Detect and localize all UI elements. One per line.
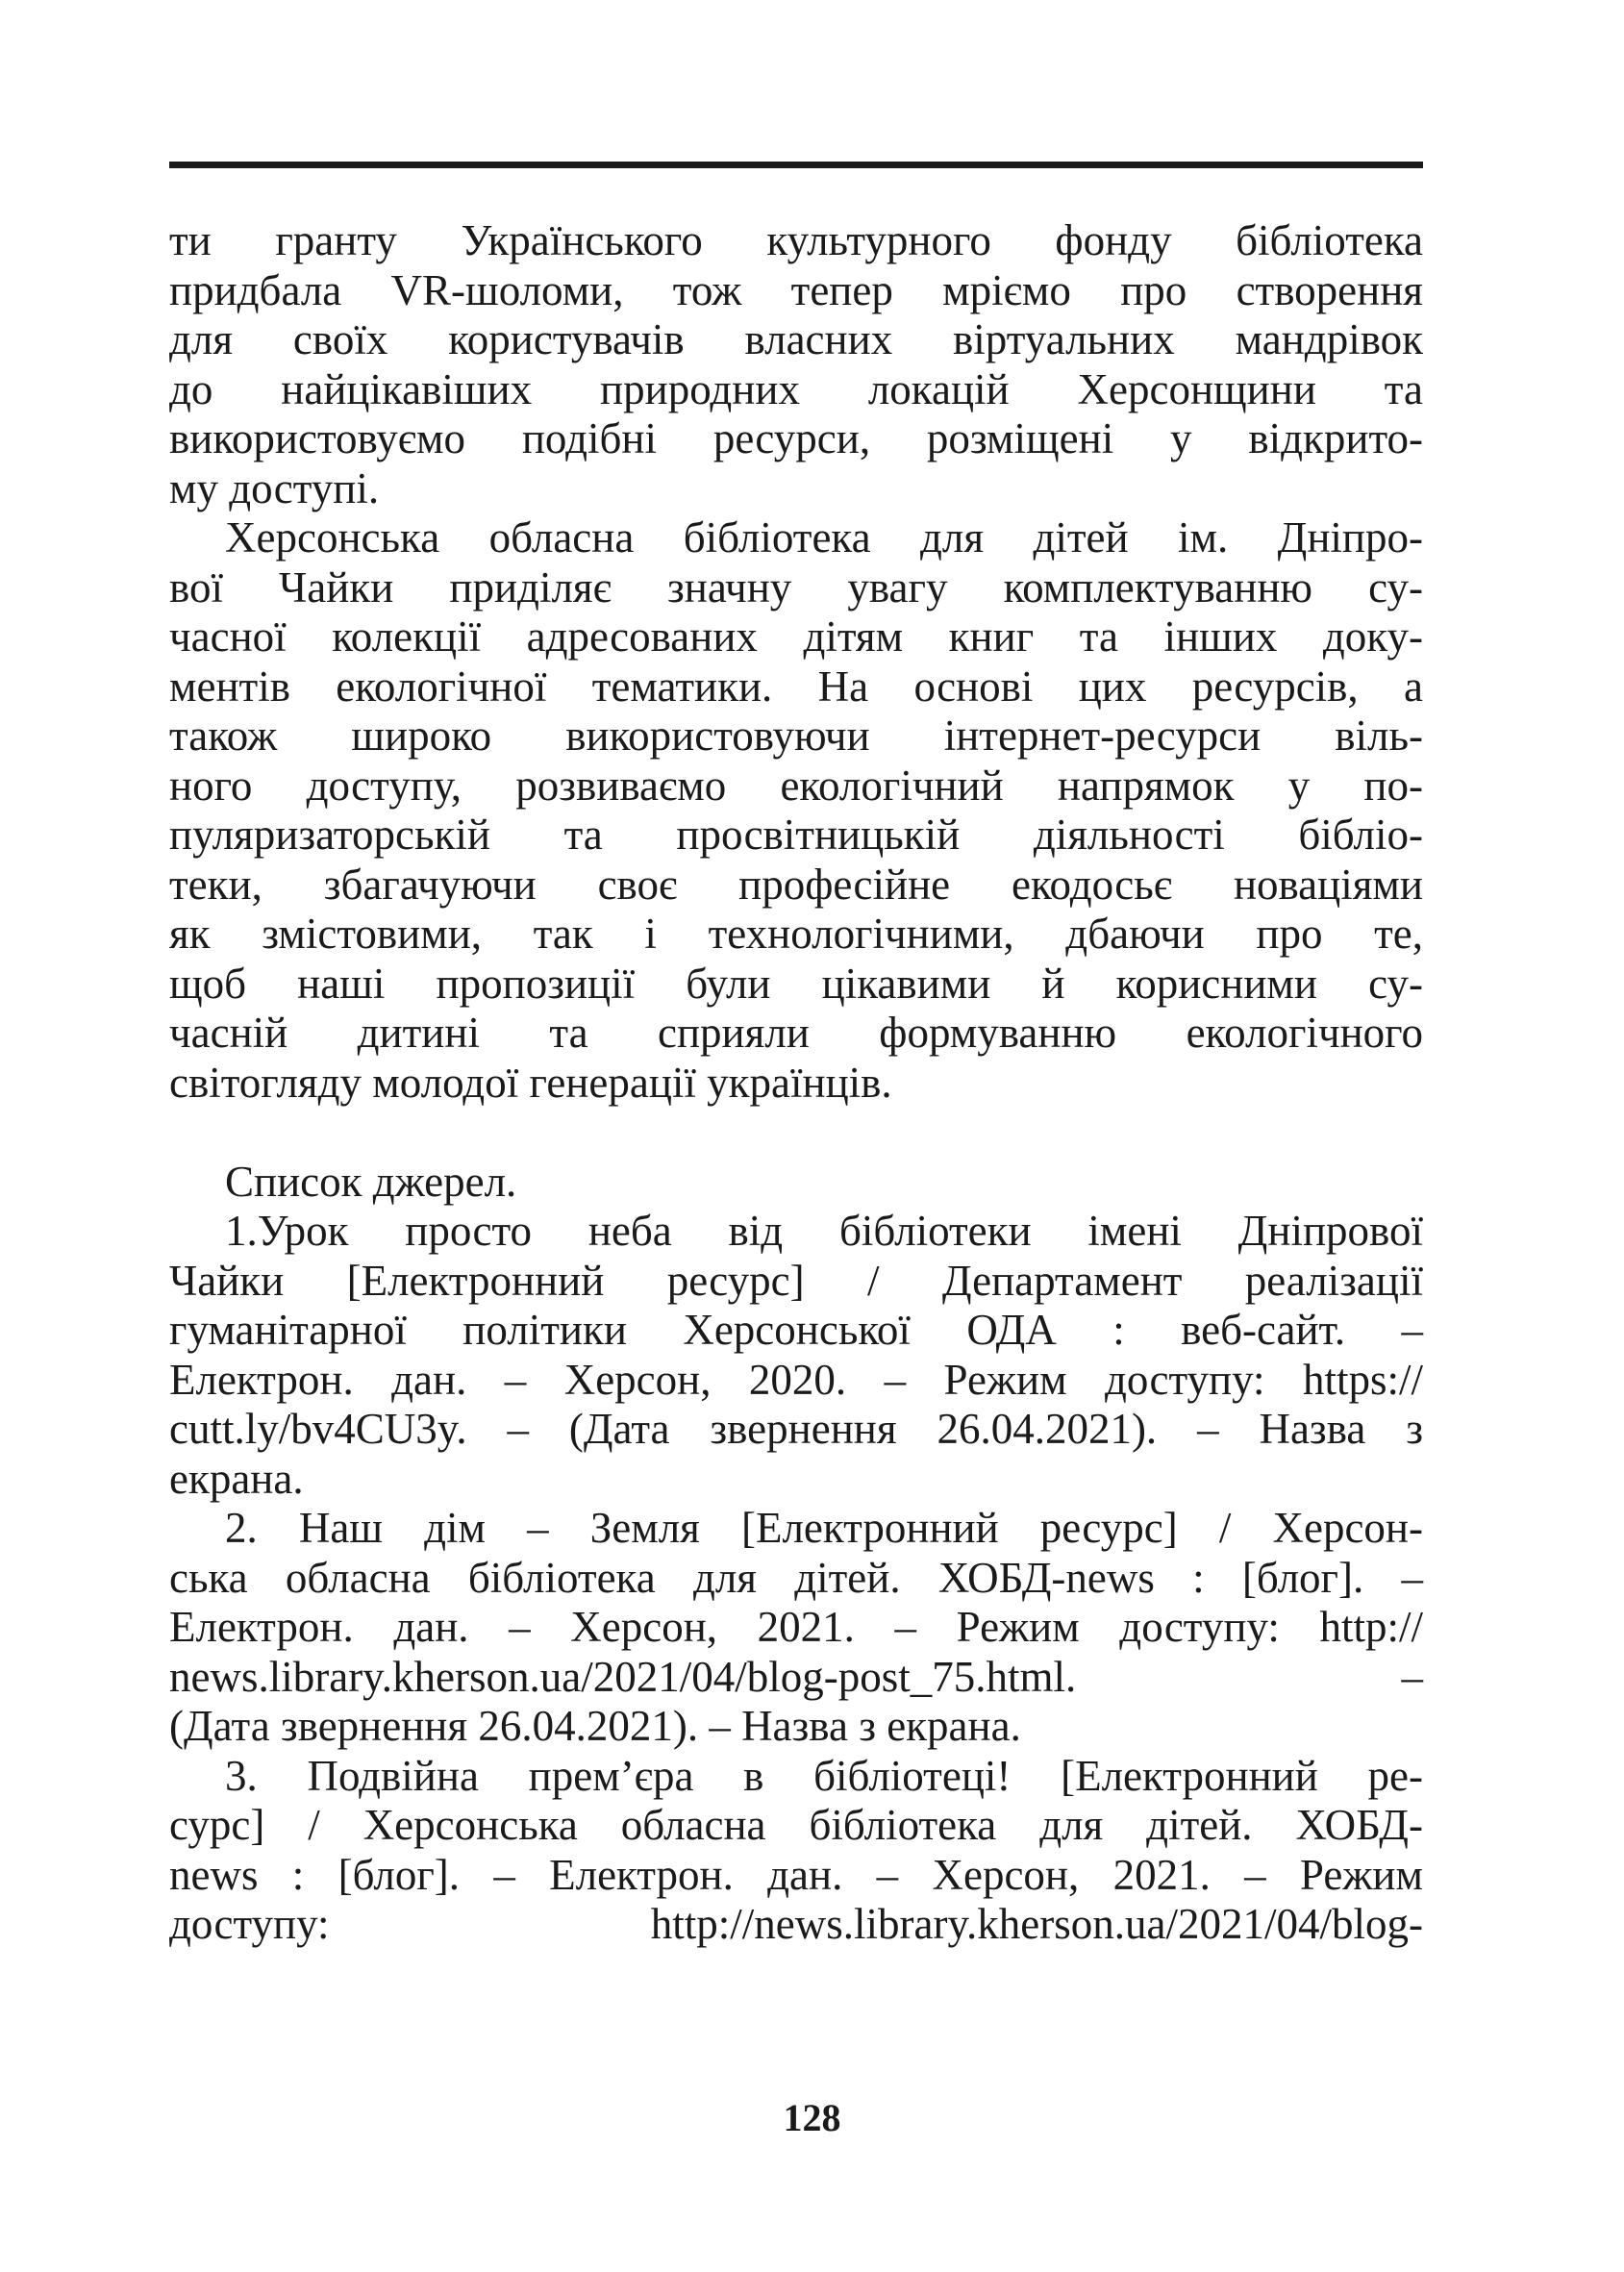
text-line: як змістовими, так і технологічними, дбаючи про те,: [169, 910, 1423, 958]
text-line: часній дитині та сприяли формуванню екологічного: [169, 1009, 1423, 1057]
text-line: також широко використовуючи інтернет-ресурси віль-: [169, 712, 1423, 760]
reference-line: сурс] / Херсонська обласна бібліотека для дітей. ХОБД-: [169, 1801, 1423, 1849]
text-line: до найцікавіших природних локацій Херсонщини та: [169, 364, 1423, 413]
reference-line: Електрон. дан. – Херсон, 2021. – Режим доступу: http://: [169, 1603, 1423, 1651]
text-line: використовуємо подібні ресурси, розміщені у відкрито-: [169, 414, 1423, 462]
text-line: ти гранту Українського культурного фонду бібліотека: [169, 216, 1423, 264]
text-line: придбала VR-шоломи, тож тепер мріємо про створення: [169, 265, 1423, 314]
sources-heading: Список джерел.: [225, 1157, 517, 1206]
text-line: пуляризаторській та просвітницькій діяльності бібліо-: [169, 811, 1423, 859]
reference-line: news.library.kherson.ua/2021/04/blog-post_75.html. –: [169, 1652, 1423, 1701]
reference-line: 2. Наш дім – Земля [Електронний ресурс] / Херсон-: [225, 1504, 1423, 1552]
text-line: часної колекції адресованих дітям книг та інших доку-: [169, 612, 1423, 661]
reference-line: Електрон. дан. – Херсон, 2020. – Режим доступу: https://: [169, 1355, 1423, 1404]
page-number: 128: [783, 2096, 841, 2139]
reference-line: екрана.: [169, 1454, 304, 1503]
reference-line: cutt.ly/bv4CU3y. – (Дата звернення 26.04.2021). – Назва з: [169, 1405, 1423, 1453]
reference-line: ська обласна бібліотека для дітей. ХОБД-news : [блог]. –: [169, 1553, 1423, 1602]
reference-line: 1.Урок просто неба від бібліотеки імені Дніпрової: [225, 1207, 1423, 1255]
body-text: [169, 216, 1423, 1950]
text-line: Херсонська обласна бібліотека для дітей ім. Дніпро-: [225, 513, 1423, 562]
text-line: му доступі.: [169, 463, 380, 512]
text-line: світогляду молодої генерації українців.: [169, 1058, 892, 1107]
reference-line: 3. Подвійна прем’єра в бібліотеці! [Електронний ре-: [225, 1751, 1423, 1800]
reference-line: (Дата звернення 26.04.2021). – Назва з екрана.: [169, 1702, 1021, 1750]
text-line: ментів екологічної тематики. На основі цих ресурсів, а: [169, 662, 1423, 711]
reference-line: доступу: http://news.library.kherson.ua/2021/04/blog-: [169, 1900, 1423, 1948]
text-line: щоб наші пропозиції були цікавими й корисними су-: [169, 959, 1423, 1008]
text-line: вої Чайки приділяє значну увагу комплектуванню су-: [169, 562, 1423, 612]
reference-line: Чайки [Електронний ресурс] / Департамент реалізації: [169, 1256, 1423, 1305]
header-rule: [169, 162, 1423, 168]
text-line: ного доступу, розвиваємо екологічний напрямок у по-: [169, 761, 1423, 810]
reference-line: гуманітарної політики Херсонської ОДА : веб-сайт. –: [169, 1306, 1423, 1354]
text-line: для своїх користувачів власних віртуальних мандрівок: [169, 315, 1423, 363]
text-line: теки, збагачуючи своє професійне екодосьє новаціями: [169, 860, 1423, 909]
reference-line: news : [блог]. – Електрон. дан. – Херсон, 2021. – Режим: [169, 1850, 1423, 1899]
paragraph-gap: [169, 1108, 1423, 1158]
